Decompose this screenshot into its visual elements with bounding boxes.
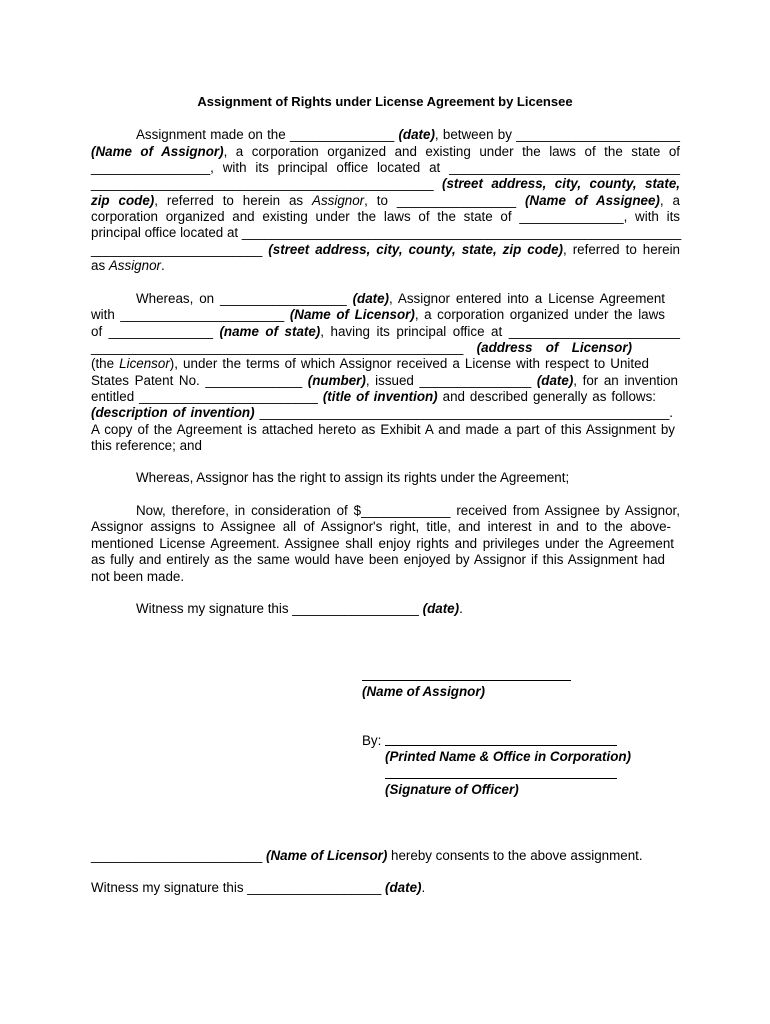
- p2-line-2: with ______________________ (Name of Licensor), a corporation organized under the laws: [91, 307, 665, 322]
- p4-line-5: not been made.: [91, 569, 185, 584]
- signature-of-officer-label: (Signature of Officer): [385, 782, 519, 797]
- p1-line-5: zip code), referred to herein as Assignor, to ________________ (Name of Assignee), a: [91, 193, 681, 208]
- p4-line-2: Assignor assigns to Assignee all of Assignor's right, title, and interest in and to the above-: [91, 519, 671, 534]
- by-label: By:: [362, 733, 382, 748]
- document-title: Assignment of Rights under License Agreement by Licensee: [197, 94, 573, 109]
- p1-line-6: corporation organized and existing under the laws of the state of ______________, with its: [91, 209, 680, 224]
- witness-line-2: Witness my signature this __________________ (date).: [91, 880, 426, 895]
- p2-line-7: entitled ________________________ (title of invention) and described generally as follows:: [91, 389, 657, 404]
- p4-line-4: as fully and entirely as the same would have been enjoyed by Assignor if this Assignment had: [91, 552, 665, 567]
- p1-line-4: ______________________________________________ (street address, city, county, state,: [91, 176, 680, 191]
- p2-line-5: (the Licensor), under the terms of which Assignor received a License with respect to United: [91, 356, 650, 371]
- licensor-consent-line: _______________________ (Name of Licensor) hereby consents to the above assignment.: [91, 848, 643, 863]
- p1-line-1: Assignment made on the ______________ (date), between by ______________________: [136, 127, 680, 142]
- officer-signature-line: [385, 778, 617, 779]
- p2-line-8: (description of invention) _______________________________________________________.: [91, 405, 673, 420]
- p1-line-3: ________________, with its principal office located at _______________________________: [91, 160, 680, 175]
- p2-line-3: of ______________ (name of state), having its principal office at _______________________: [91, 324, 680, 339]
- printed-name-line: [385, 745, 617, 746]
- p2-line-9: A copy of the Agreement is attached hereto as Exhibit A and made a part of this Assignment by: [91, 422, 675, 437]
- p2-line-4: __________________________________________________ (address of Licensor): [91, 340, 632, 355]
- p1-line-8: _______________________ (street address, city, county, state, zip code), referred to herein: [91, 242, 680, 257]
- p1-line-2: (Name of Assignor), a corporation organized and existing under the laws of the state of: [91, 144, 680, 159]
- p1-line-9: as Assignor.: [91, 258, 165, 273]
- assignor-signature-line: [362, 680, 571, 681]
- p2-line-10: this reference; and: [91, 438, 202, 453]
- p3-line-1: Whereas, Assignor has the right to assign its rights under the Agreement;: [136, 470, 570, 485]
- printed-name-label: (Printed Name & Office in Corporation): [385, 749, 632, 764]
- p2-line-1: Whereas, on _________________ (date), Assignor entered into a License Agreement: [136, 291, 665, 306]
- p4-line-1: Now, therefore, in consideration of $____________ received from Assignee by Assignor,: [136, 503, 680, 518]
- p1-line-7: principal office located at ___________________________________________________________: [91, 225, 682, 240]
- p4-line-3: mentioned License Agreement. Assignee shall enjoy rights and privileges under the Agreement: [91, 536, 674, 551]
- witness-line-1: Witness my signature this _________________ (date).: [136, 601, 463, 616]
- p2-line-6: States Patent No. _____________ (number), issued _______________ (date), for an invention: [91, 373, 678, 388]
- name-of-assignor-label: (Name of Assignor): [362, 684, 486, 699]
